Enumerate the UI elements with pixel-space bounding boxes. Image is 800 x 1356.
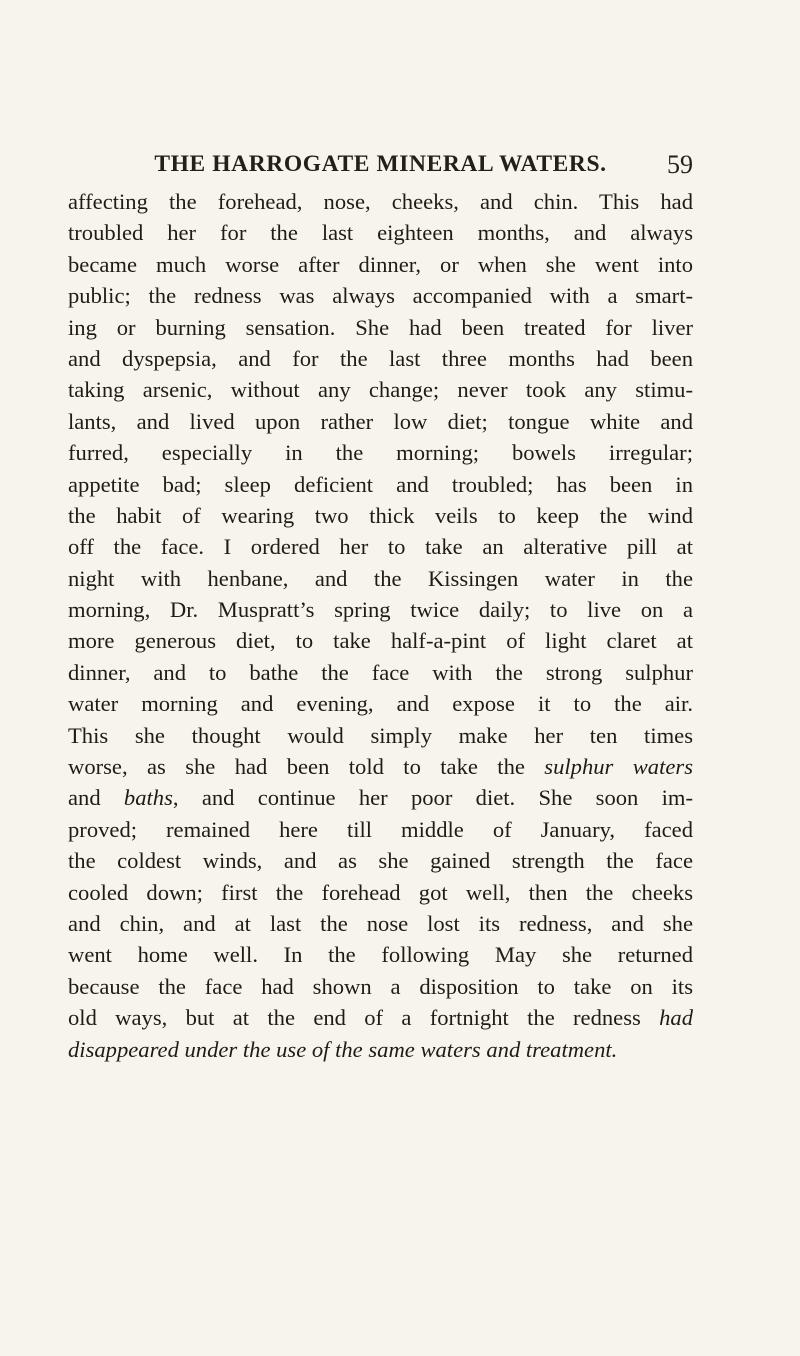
- text-segment: became much worse after dinner, or when she went into: [68, 251, 693, 277]
- text-line: [68, 1002, 693, 1033]
- text-segment: , and continue her poor diet. She soon im-: [172, 785, 693, 811]
- text-line: [68, 531, 693, 562]
- text-line: [68, 971, 693, 1002]
- text-segment: lants, and lived upon rather low diet; tongue white and: [68, 408, 693, 434]
- text-line: [68, 406, 693, 437]
- text-line: [68, 186, 693, 217]
- text-segment: went home well. In the following May she returned: [68, 942, 693, 968]
- text-line: [68, 720, 693, 751]
- text-segment: more generous diet, to take half-a-pint of light claret at: [68, 628, 693, 654]
- text-line: [68, 594, 693, 625]
- text-line: [68, 469, 693, 500]
- text-segment: and: [68, 785, 124, 811]
- text-segment: old ways, but at the end of a fortnight the redness: [68, 1005, 660, 1031]
- text-segment: ing or burning sensation. She had been treated for liver: [68, 314, 693, 340]
- text-segment: furred, especially in the morning; bowels irregular;: [68, 440, 693, 466]
- text-line: [68, 249, 693, 280]
- text-line: [68, 500, 693, 531]
- text-line: [68, 563, 693, 594]
- text-line: [68, 814, 693, 845]
- text-segment: taking arsenic, without any change; never took any stimu-: [68, 377, 693, 403]
- text-line: [68, 374, 693, 405]
- italic-text: sulphur waters: [544, 754, 693, 780]
- text-line: [68, 751, 693, 782]
- text-segment: worse, as she had been told to take the: [68, 754, 545, 780]
- italic-text: had: [659, 1005, 693, 1031]
- text-segment: because the face had shown a disposition to take on its: [68, 973, 693, 999]
- text-segment: cooled down; first the forehead got well, then the cheeks: [68, 879, 693, 905]
- text-segment: troubled her for the last eighteen months, and always: [68, 220, 693, 246]
- text-segment: and dyspepsia, and for the last three months had been: [68, 345, 693, 371]
- text-segment: night with henbane, and the Kissingen water in the: [68, 565, 693, 591]
- text-line: [68, 1034, 693, 1065]
- text-line: [68, 343, 693, 374]
- text-line: [68, 280, 693, 311]
- text-segment: water morning and evening, and expose it to the air.: [68, 691, 693, 717]
- text-segment: dinner, and to bathe the face with the strong sulphur: [68, 659, 693, 685]
- text-line: [68, 845, 693, 876]
- text-segment: appetite bad; sleep deficient and troubled; has been in: [68, 471, 693, 497]
- text-line: [68, 217, 693, 248]
- text-line: [68, 312, 693, 343]
- text-line: [68, 625, 693, 656]
- text-line: [68, 437, 693, 468]
- text-line: [68, 657, 693, 688]
- italic-text: baths: [123, 785, 173, 811]
- text-line: [68, 908, 693, 939]
- text-line: [68, 688, 693, 719]
- text-segment: proved; remained here till middle of January, faced: [68, 816, 693, 842]
- text-segment: the coldest winds, and as she gained strength the face: [68, 848, 693, 874]
- text-segment: affecting the forehead, nose, cheeks, and chin. This had: [68, 189, 693, 214]
- italic-text: disappeared under the use of the same waters and treatment.: [68, 1036, 618, 1062]
- text-segment: morning, Dr. Muspratt’s spring twice daily; to live on a: [68, 597, 693, 623]
- running-title: THE HARROGATE MINERAL WATERS.: [154, 151, 607, 177]
- running-head: [68, 148, 693, 180]
- text-segment: and chin, and at last the nose lost its redness, and she: [68, 910, 693, 936]
- text-segment: This she thought would simply make her ten times: [68, 722, 693, 748]
- text-line: [68, 877, 693, 908]
- text-line: [68, 782, 693, 813]
- text-line: [68, 939, 693, 970]
- text-segment: public; the redness was always accompanied with a smart-: [68, 283, 693, 309]
- body-text: [68, 186, 693, 1065]
- text-segment: the habit of wearing two thick veils to keep the wind: [68, 502, 693, 528]
- text-segment: off the face. I ordered her to take an alterative pill at: [68, 534, 693, 560]
- page-number: 59: [667, 150, 693, 179]
